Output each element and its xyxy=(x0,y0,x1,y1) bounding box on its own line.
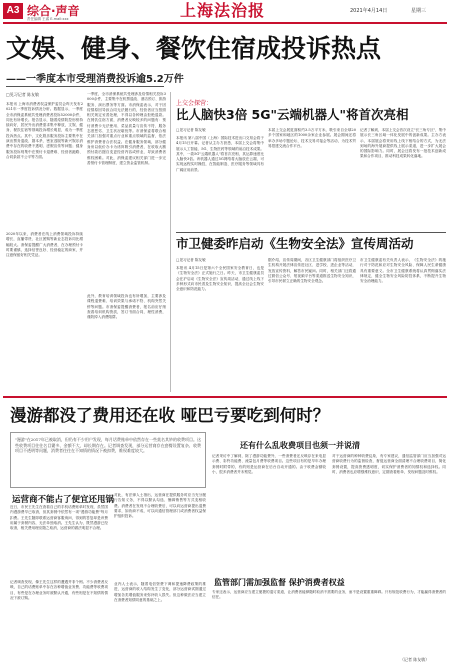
bottom-column-2b: 业内人士表示，随着电信资费下调和提速降费政策的推进，运营商的收入结构发生了变化，部分运营商试图通过增加各类增值服务来弥补收入损失。但这种做法应当建立在消费者知情同意的基础之上。 xyxy=(114,582,206,602)
newspaper-logo: 上海法治报 xyxy=(180,1,266,20)
bottom-column-4: 对于运营商的种种收费乱象，有专家建议，通信监管部门应当加强对运营商收费行为的监督检查，督促运营商全面清理不合理收费项目，简化套餐设置，提高资费透明度，切实保护消费者的知情权和选择权。同时，消费者也应增强维权意识，定期查看账单，发现问题及时维权。 xyxy=(332,454,446,474)
bottom-top-rule xyxy=(3,396,447,398)
bottom-headline: 漫游都没了费用还在收 哑巴亏要吃到何时？ xyxy=(10,406,330,425)
lead-column-2: 一季度，全市消保系统共受理涉及疫情相关投诉3000余件，主要集中在机票退改、酒店预订、旅游服务、演出票务等方面。市消保委表示，对于因疫情原因导致合同无法履行的，经营者应当按照相关规定妥善处理，不得以各种理由拒绝退款。在餐饮住宿方面，消费者反映较多的问题有：预付消费卡无法使用、菜品质量与宣传不符、服务态度恶劣、卫生状况堪忧等。市消保委将联合相关部门加强对重点行业和重点领域的监督，依法维护消费者合法权益。在健身服务领域，部分健身房以低价办卡为诱饵吸引消费者，在收取大额预付款后擅自变更经营内容或停业，导致消费者维权困难。对此，消保委建议相关部门进一步完善预付卡管理制度，建立资金监管机制。 xyxy=(87,92,166,165)
issue-day: 星期三 xyxy=(411,8,427,14)
bottom-column-4b: 专家还表示，运营商应当建立便捷的退订渠道，让消费者能够随时取消不需要的业务，而不是设置重重障碍。只有规范收费行为，才能赢得消费者的信任。 xyxy=(212,590,446,600)
lead-column-1: 本报讯 上海市消费者权益保护委员会昨天发布2021年一季度投诉情况分析。数据显示，一季度全市消保委系统共受理消费者投诉52000余件，同比有所增长。报告显示，随着疫情防控形势持续向好，居民外出消费需求集中释放，文娱、健身、餐饮住宿等领域投诉增长明显，成为一季度投诉热点。其中，文化娱乐服务投诉主要集中在演出票务退改、剧本杀、密室逃脱等新兴娱乐消费中存在的收费不透明、虚假宣传等问题；健身服务投诉则集中在预付卡退费难、经营者跑路、合同条款不公平等方面。 xyxy=(6,102,83,159)
mid-rule xyxy=(176,232,446,233)
right-story-headline: 比人脑快3倍 5G"云端机器人"将首次亮相 xyxy=(176,107,409,122)
lead-rule xyxy=(6,86,164,87)
mid-story-byline: □见习记者 陈友敏 xyxy=(176,258,206,262)
right-story-column-2: 本届上交会展览面积约3.5万平方米，吸引来自全球20多个国家和地区的1000余家企业参展。展会期间还将举办多场专题论坛、技术交易对接会等活动，为技术贸易搭建交流合作平台。 xyxy=(268,128,356,148)
masthead-rule xyxy=(3,22,447,24)
mid-story-column-1: 本报讯 4月15日是第六个全民国家安全教育日，也是《生物安全法》正式施行之日。昨天，市卫生健康委员会在沪启动《生物安全法》宣传周活动，通过线上线下多种形式向市民普及生物安全知识，提高全社会生物安全意识和防范能力。 xyxy=(176,266,264,292)
bottom-footer: （记者 陈友敏） xyxy=(400,657,430,662)
lead-column-1b: 2020年以来，消费者在线上消费领域投诉持续增长，直播带货、社区团购等新业态投诉同比增幅较大。消保委提醒广大消费者，在办理预付卡时要谨慎，选择信誉良好、经营稳定的商家，并注意保留好相关凭证。 xyxy=(6,232,83,258)
quote-box xyxy=(10,432,206,488)
section-title: 综合·声音 xyxy=(27,4,80,18)
right-story-byline: □见习记者 陈友敏 xyxy=(176,128,206,132)
bottom-column-3: 记者采访中了解到，除了漫游功能费外，一些消费者还反映存在来电显示费、彩铃功能费、流量包月费等收费项目。这些项目有的是早年办理套餐时附带的，有的则是运营商在后台自动开通的。由于收费金额较小，很多消费者并未察觉。 xyxy=(212,454,326,474)
bottom-subhead-1: 运营商不能占了便宜还甩锅 xyxy=(12,495,115,505)
right-story-tag: 上交会探营： xyxy=(176,100,213,107)
right-story-column-3: 记者了解到，本届上交会首次设立"长三角专区"，集中展示长三角区域一体化发展中的创新成果。主办方表示，本届展会将采用线上线下相结合的方式，为无法到场的海外展商提供线上展示渠道，进一步扩大展会的国际影响力。同时，展会还将发布一批技术创新成果和合作项目，推动科技成果转化落地。 xyxy=(360,128,446,159)
right-story-column-1: 本报讯 第八届中国（上海）国际技术进出口交易会将于4月15日开幕。记者从主办方获悉，本届上交会将集中展示人工智能、5G、生物医药等领域的前沿技术成果。其中，一款5G"云端机器人"将首次亮相，其运算速度比人脑快3倍。该机器人通过5G网络将大脑放在云端，可实现远程实时操控，在智能制造、医疗服务等领域具有广阔应用前景。 xyxy=(176,136,264,172)
mid-story-column-2: 据介绍，宣传周期间，各区卫生健康部门将组织医疗卫生机构开展法律宣传进社区、进学校、进企业等活动，发放宣传资料，解答市民疑问。同时，相关部门还将通过微信公众号、短视频平台等渠道推送生物安全知识，引导市民树立正确的生物安全观念。 xyxy=(268,258,356,284)
lead-byline: □见习记者 陈友敏 xyxy=(6,92,40,97)
lead-subheadline: ——一季度本市受理消费投诉逾5.2万件 xyxy=(6,74,184,85)
mid-story-headline: 市卫健委昨启动《生物安全法》宣传周活动 xyxy=(176,236,414,251)
mid-story-column-3: 市卫生健康委有关负责人表示，《生物安全法》的施行对于防范和应对生物安全风险、保障人民生命健康具有重要意义。全市卫生健康系统将认真贯彻落实法律规定，健全生物安全风险防控体系，不断提升生物安全治理能力。 xyxy=(360,258,446,284)
bottom-subhead-3: 监管部门需加强监督 保护消费者权益 xyxy=(214,578,345,587)
bottom-column-2: 对此，有法律人士指出，运营商在提供服务时应当充分履行告知义务，不得以默认勾选、捆绑销售等方式变相收费。消费者在发现不合理收费后，可以向运营商提出退费要求，如协商不成，可以向通信管理部门或消费者权益保护组织投诉。 xyxy=(114,493,206,519)
lead-column-2b: 此外，教育培训领域投诉也有所增加，主要涉及课程退费难、培训效果与承诺不符、机构突然关停等问题。市消保委提醒消费者，报名前应仔细查看培训机构资质，签订书面合同，理性消费，谨防掉入消费陷阱。 xyxy=(87,294,166,320)
bottom-column-1: 近日，市民王先生在查看自己的手机话费账单时发现，虽然国内漫游费早已取消，但其套餐中依然有一项"漫游功能费"每月扣费。王先生随即联系运营商客服询问，得到的答复却是该费用属于套餐内容，无法单独取消。王先生认为，既然漫游已经取消，相关费用理应随之取消，运营商的做法明显不合理。 xyxy=(10,505,108,531)
column-divider xyxy=(170,92,171,392)
page-number-badge xyxy=(3,3,23,19)
bottom-subhead-2: 还有什么乱收费项目也须一并说清 xyxy=(240,441,360,450)
page-number: A3 xyxy=(6,5,20,16)
bottom-column-1b: 记者调查发现，像王先生这样的遭遇并非个例。不少消费者反映，自己的话费账单中存在各种增值业务费、功能费等收费项目，有些是在办理业务时被默认开通，有些则是在不知情的情况下被订购。 xyxy=(10,580,108,600)
lead-headline: 文娱、健身、餐饮住宿成投诉热点 xyxy=(6,34,382,63)
editor-info: 责任编辑 王睿 E-mail:xxx xyxy=(27,17,69,21)
issue-date: 2021年4月14日 xyxy=(350,8,388,14)
quote-text: "漫游"在2017年已被取消，但仍有不少用户发现，每月话费账单中依然存在一些莫名其妙的收费项目。这些收费项目往往名目繁多、金额不大，却长期存在。记者调查发现，部分运营商存在套餐设置复杂、收费项目不透明等问题，消费者往往在不知情的情况下被扣费，维权难度较大。 xyxy=(15,437,201,453)
